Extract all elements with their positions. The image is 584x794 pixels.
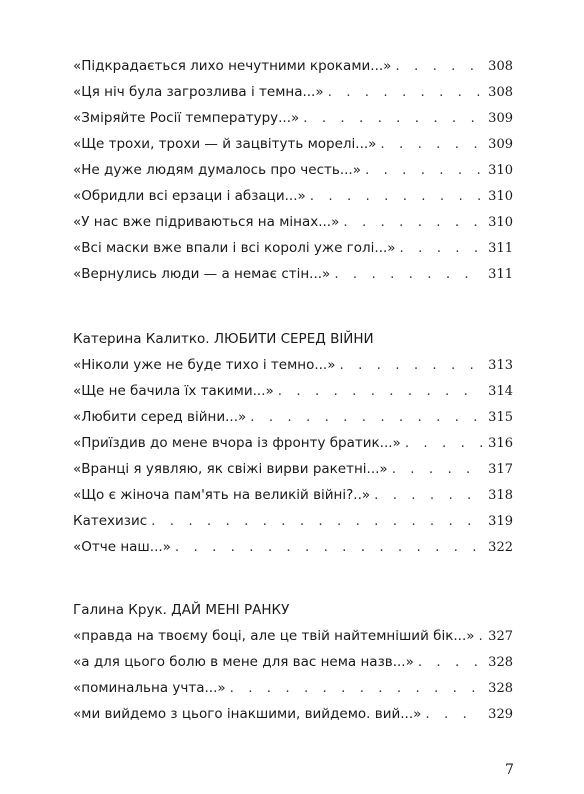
entry-title: «Всі маски вже впали і всі королі уже голі...»: [73, 240, 396, 256]
entry-title: Катехизис: [73, 513, 148, 529]
toc-entry: [73, 404, 513, 430]
toc-entry: [73, 352, 513, 378]
entry-page: 311: [488, 241, 513, 256]
entry-title: «ми вийдемо з цього інакшими, вийдемо. вий...»: [73, 706, 422, 722]
entry-title: «Вернулись люди — а немає стін...»: [73, 266, 331, 282]
entry-page: 329: [488, 707, 513, 722]
section-heading: Катерина Калитко. ЛЮБИТИ СЕРЕД ВІЙНИ: [73, 331, 374, 347]
entry-page: 308: [488, 59, 513, 74]
toc-section-1: [73, 53, 513, 287]
dot-leader: [278, 378, 482, 404]
dot-leader: [374, 482, 482, 508]
entry-title: «Обридли всі ерзаци і абзаци...»: [73, 188, 306, 204]
toc-entry: [73, 105, 513, 131]
dot-leader: [175, 534, 482, 560]
entry-page: 318: [488, 488, 513, 503]
toc-entry: [73, 261, 513, 287]
toc-entry: [73, 482, 513, 508]
entry-page: 322: [488, 540, 513, 555]
dot-leader: [392, 456, 482, 482]
entry-title: «Приїздив до мене вчора із фронту братик...»: [73, 435, 401, 451]
toc-entry: [73, 701, 513, 727]
entry-page: 319: [488, 514, 513, 529]
entry-title: «а для цього болю в мене для вас нема назв...»: [73, 654, 414, 670]
toc-entry: [73, 53, 513, 79]
entry-page: 311: [488, 267, 513, 282]
entry-page: 328: [488, 655, 513, 670]
entry-page: 328: [488, 681, 513, 696]
dot-leader: [250, 404, 482, 430]
entry-page: 310: [488, 215, 513, 230]
dot-leader: [425, 701, 482, 727]
entry-title: «Підкрадається лихо нечутними кроками...»: [73, 58, 392, 74]
entry-title: «Любити серед війни...»: [73, 409, 247, 425]
entry-page: 317: [488, 462, 513, 477]
toc-entry: [73, 623, 513, 649]
dot-leader: [328, 79, 483, 105]
toc-entry: [73, 649, 513, 675]
dot-leader: [479, 623, 483, 649]
entry-page: 308: [488, 85, 513, 100]
toc-entry: [73, 209, 513, 235]
toc-entry: [73, 378, 513, 404]
entry-title: «Ще не бачила їх такими...»: [73, 383, 274, 399]
entry-page: 315: [488, 410, 513, 425]
toc-entry: [73, 131, 513, 157]
dot-leader: [151, 508, 482, 534]
dot-leader: [395, 53, 482, 79]
toc-entry: [73, 430, 513, 456]
dot-leader: [334, 261, 482, 287]
page-number: 7: [505, 762, 514, 778]
dot-leader: [343, 209, 482, 235]
toc-entry: [73, 235, 513, 261]
entry-page: 309: [488, 111, 513, 126]
entry-page: 316: [488, 436, 513, 451]
dot-leader: [230, 675, 483, 701]
entry-title: «Що є жіноча пам'ять на великій війні?..»: [73, 487, 371, 503]
dot-leader: [339, 352, 482, 378]
toc-entry: [73, 508, 513, 534]
dot-leader: [310, 183, 482, 209]
dot-leader: [380, 131, 482, 157]
entry-page: 309: [488, 137, 513, 152]
toc-entry: [73, 183, 513, 209]
entry-page: 310: [488, 189, 513, 204]
toc-entry: [73, 534, 513, 560]
entry-title: «правда на твоєму боці, але це твій найтемніший бік...»: [73, 628, 475, 644]
entry-title: «Вранці я уявляю, як свіжі вирви ракетні...»: [73, 461, 388, 477]
entry-page: 313: [488, 358, 513, 373]
entry-title: «Ніколи уже не буде тихо і темно...»: [73, 357, 336, 373]
dot-leader: [400, 235, 483, 261]
entry-title: «Зміряйте Росії температуру...»: [73, 110, 300, 126]
section-heading: Галина Крук. ДАЙ МЕНІ РАНКУ: [73, 602, 290, 618]
toc-entry: [73, 157, 513, 183]
toc-entry: [73, 456, 513, 482]
entry-title: «Ще трохи, трохи — й зацвітуть морелі...»: [73, 136, 377, 152]
entry-page: 310: [488, 163, 513, 178]
toc-section-2: [73, 326, 513, 560]
toc-entry: [73, 675, 513, 701]
dot-leader: [418, 649, 482, 675]
toc-section-3: [73, 597, 513, 727]
entry-title: «У нас вже підриваються на мінах...»: [73, 214, 340, 230]
toc-entry: [73, 79, 513, 105]
dot-leader: [365, 157, 482, 183]
entry-title: «Ця ніч була загрозлива і темна...»: [73, 84, 324, 100]
entry-page: 327: [488, 629, 513, 644]
dot-leader: [405, 430, 482, 456]
dot-leader: [303, 105, 482, 131]
entry-title: «Не дуже людям думалось про честь...»: [73, 162, 361, 178]
entry-page: 314: [488, 384, 513, 399]
entry-title: «Отче наш...»: [73, 539, 171, 555]
entry-title: «поминальна учта...»: [73, 680, 226, 696]
